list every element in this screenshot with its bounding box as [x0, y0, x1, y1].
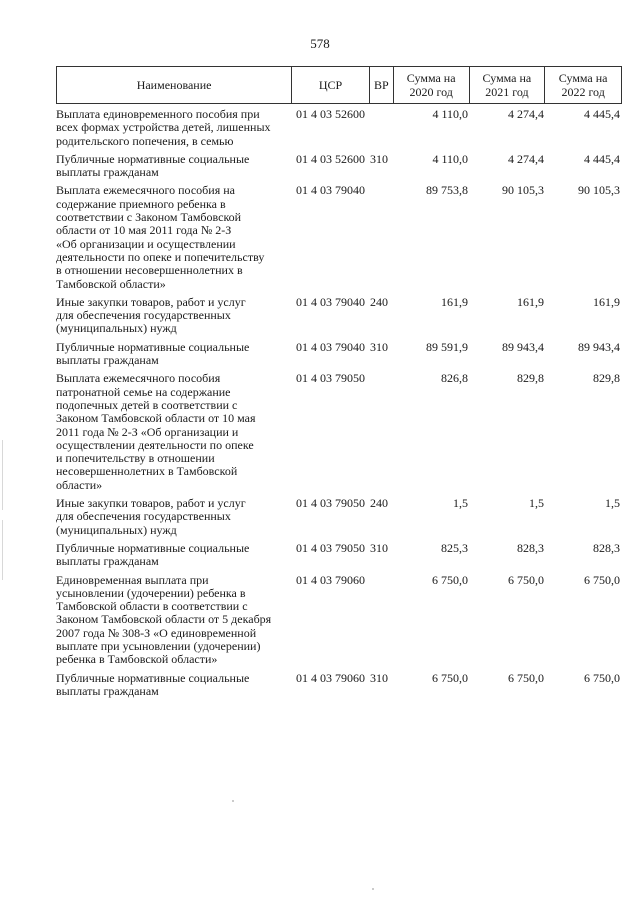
header-sum-2020: Сумма на 2020 год — [394, 67, 470, 103]
table-row — [56, 672, 622, 699]
row-vr: 240 — [370, 496, 388, 511]
row-sum-2021: 6 750,0 — [508, 572, 544, 587]
row-csr: 01 4 03 79050 — [296, 496, 365, 511]
row-csr: 01 4 03 79050 — [296, 540, 365, 555]
row-sum-2021: 1,5 — [529, 496, 544, 511]
scan-artifact — [232, 800, 234, 802]
table-header — [56, 66, 622, 104]
scan-artifact — [2, 520, 3, 580]
row-sum-2021: 6 750,0 — [508, 670, 544, 685]
row-csr: 01 4 03 79040 — [296, 183, 365, 198]
row-vr: 310 — [370, 670, 388, 685]
scan-artifact — [372, 888, 374, 890]
row-sum-2022: 829,8 — [593, 371, 620, 386]
row-csr: 01 4 03 52600 — [296, 151, 365, 166]
page-number: 578 — [310, 36, 330, 51]
row-vr — [370, 574, 394, 667]
header-sum-2021: Сумма на 2021 год — [470, 67, 546, 103]
row-csr: 01 4 03 79040 — [296, 294, 365, 309]
row-sum-2021: 89 943,4 — [502, 339, 544, 354]
row-sum-2021: 4 274,4 — [508, 107, 544, 121]
row-sum-2022: 4 445,4 — [584, 151, 620, 166]
row-name: Единовременная выплата при усыновлении (удочерении) ребенка в Тамбовской области в соответствии с Законом Тамбовской области от 5 декабря 2007 года № 308-З «О единовременной выплате при усыновлении (удочерении) ребенка в Тамбовской области» — [56, 572, 272, 667]
row-sum-2022: 6 750,0 — [584, 572, 620, 587]
row-sum-2022: 4 445,4 — [584, 107, 620, 121]
table-body — [56, 108, 622, 703]
row-sum-2021: 829,8 — [517, 371, 544, 386]
row-sum-2020: 826,8 — [441, 371, 468, 386]
scan-artifact — [2, 440, 3, 510]
header-name: Наименование — [57, 67, 292, 103]
row-vr — [370, 184, 394, 290]
row-vr — [370, 108, 394, 148]
row-sum-2022: 161,9 — [593, 294, 620, 309]
table-row — [56, 184, 622, 290]
header-csr: ЦСР — [292, 67, 370, 103]
row-sum-2020: 161,9 — [441, 294, 468, 309]
table-row — [56, 497, 622, 537]
row-name: Выплата ежемесячного пособия на содержание приемного ребенка в соответствии с Законом Тамбовской области от 10 мая 2011 года № 2-З «Об организации и осуществлении деятельности по опеке и попечительству в отношении несовершеннолетних в Тамбовской области» — [56, 183, 265, 291]
row-sum-2020: 89 591,9 — [426, 339, 468, 354]
row-sum-2022: 90 105,3 — [578, 183, 620, 198]
row-csr: 01 4 03 79060 — [296, 670, 365, 685]
row-sum-2020: 4 110,0 — [432, 107, 468, 121]
row-name: Иные закупки товаров, работ и услуг для обеспечения государственных (муниципальных) нужд — [56, 294, 246, 336]
row-vr: 240 — [370, 294, 388, 309]
row-csr: 01 4 03 79060 — [296, 572, 365, 587]
row-sum-2021: 90 105,3 — [502, 183, 544, 198]
row-name: Иные закупки товаров, работ и услуг для обеспечения государственных (муниципальных) нужд — [56, 496, 246, 537]
row-csr: 01 4 03 79050 — [296, 371, 365, 386]
row-sum-2020: 89 753,8 — [426, 183, 468, 198]
row-name: Публичные нормативные социальные выплаты гражданам — [56, 339, 250, 368]
row-sum-2022: 6 750,0 — [584, 670, 620, 685]
row-sum-2021: 4 274,4 — [508, 151, 544, 166]
row-csr: 01 4 03 52600 — [296, 107, 365, 121]
row-sum-2022: 828,3 — [593, 540, 620, 555]
row-sum-2020: 6 750,0 — [432, 670, 468, 685]
row-name: Выплата ежемесячного пособия патронатной семье на содержание подопечных детей в соответствии с Законом Тамбовской области от 10 мая 2011 года № 2-З «Об организации и осуществлении деятельности по опеке и попечительству в отношении несовершеннолетних в Тамбовской области» — [56, 371, 256, 492]
row-name: Публичные нормативные социальные выплаты гражданам — [56, 670, 250, 698]
table-row — [56, 574, 622, 667]
row-name: Публичные нормативные социальные выплаты гражданам — [56, 151, 250, 180]
row-sum-2020: 1,5 — [453, 496, 468, 511]
row-csr: 01 4 03 79040 — [296, 339, 365, 354]
row-sum-2021: 828,3 — [517, 540, 544, 555]
row-sum-2020: 4 110,0 — [432, 151, 468, 166]
row-sum-2021: 161,9 — [517, 294, 544, 309]
row-vr: 310 — [370, 339, 388, 354]
row-vr — [370, 372, 394, 492]
table-row — [56, 542, 622, 569]
header-vr: ВР — [370, 67, 394, 103]
row-sum-2022: 89 943,4 — [578, 339, 620, 354]
header-sum-2022: Сумма на 2022 год — [558, 71, 608, 99]
row-sum-2022: 1,5 — [605, 496, 620, 511]
table-row — [56, 296, 622, 336]
row-sum-2020: 825,3 — [441, 540, 468, 555]
table-row — [56, 153, 622, 180]
table-row — [56, 341, 622, 368]
row-vr: 310 — [370, 540, 388, 555]
table-row — [56, 108, 622, 148]
table-row — [56, 372, 622, 492]
row-name: Публичные нормативные социальные выплаты гражданам — [56, 540, 250, 569]
row-vr: 310 — [370, 151, 388, 166]
row-sum-2020: 6 750,0 — [432, 572, 468, 587]
row-name: Выплата единовременного пособия при всех формах устройства детей, лишенных родительского попечения, в семью — [56, 107, 271, 148]
